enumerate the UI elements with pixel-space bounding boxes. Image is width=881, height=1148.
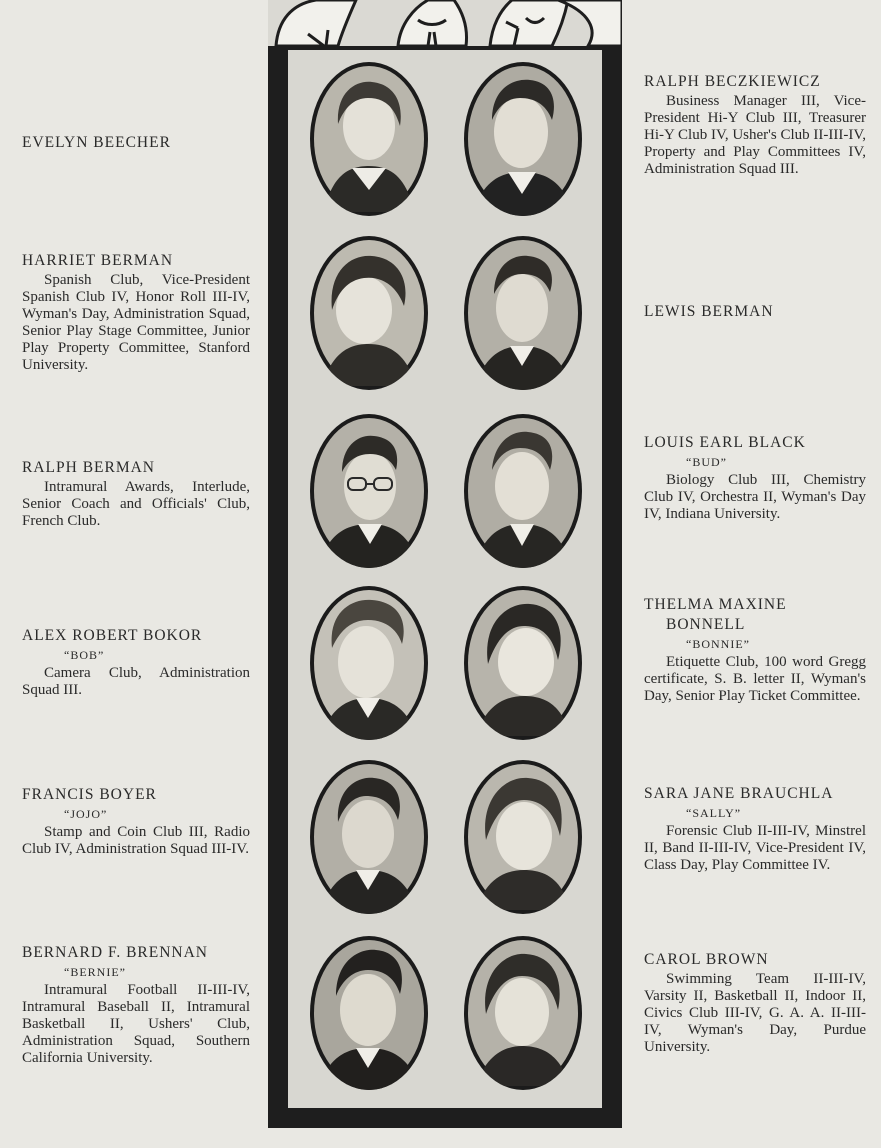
entry-thelma-maxine-bonnell xyxy=(644,595,866,705)
entry-evelyn-beecher xyxy=(22,133,250,153)
student-nickname: “BOB” xyxy=(64,648,105,662)
student-activities: Forensic Club II-III-IV, Minstrel II, Band II-III-IV, Vice-President IV, Class Day, Play Committee IV. xyxy=(644,823,866,873)
student-name: RALPH BERMAN xyxy=(22,459,156,476)
student-name: FRANCIS BOYER xyxy=(22,786,157,803)
student-nickname: “JOJO” xyxy=(64,807,108,821)
entry-sara-jane-brauchla xyxy=(644,784,866,874)
student-name: EVELYN BEECHER xyxy=(22,134,171,151)
student-nickname: “BUD” xyxy=(686,455,727,469)
photo-strip-panel xyxy=(288,50,602,1108)
student-name: RALPH BECZKIEWICZ xyxy=(644,73,821,90)
student-activities: Biology Club III, Chemistry Club IV, Orchestra II, Wyman's Day IV, Indiana University. xyxy=(644,472,866,522)
photo-strip xyxy=(268,0,622,1128)
portrait-bernard-f-brennan xyxy=(310,936,428,1090)
entry-ralph-berman xyxy=(22,458,250,530)
entry-harriet-berman xyxy=(22,251,250,374)
student-activities: Intramural Football II-III-IV, Intramural Baseball II, Intramural Basketball II, Ushers' Club, Administration Squad, Southern California University. xyxy=(22,982,250,1066)
portrait-thelma-maxine-bonnell xyxy=(464,586,582,740)
portrait-ralph-berman xyxy=(310,414,428,568)
entry-francis-boyer xyxy=(22,785,250,858)
student-activities: Swimming Team II-III-IV, Varsity II, Basketball II, Indoor II, Civics Club III-IV, G. A. A. II-III-IV, Wyman's Day, Purdue University. xyxy=(644,971,866,1055)
student-name: CAROL BROWN xyxy=(644,951,769,968)
portrait-evelyn-beecher xyxy=(310,62,428,216)
portrait-sara-jane-brauchla xyxy=(464,760,582,914)
student-activities: Camera Club, Administration Squad III. xyxy=(22,665,250,698)
student-name: LEWIS BERMAN xyxy=(644,303,774,320)
student-name: ALEX ROBERT BOKOR xyxy=(22,627,203,644)
entry-lewis-berman xyxy=(644,302,866,322)
portrait-alex-robert-bokor xyxy=(310,586,428,740)
portrait-lewis-berman xyxy=(464,236,582,390)
student-activities: Business Manager III, Vice-President Hi-Y Club III, Treasurer Hi-Y Club IV, Usher's Club II-III-IV, Property and Play Committees IV, Administration Squad III. xyxy=(644,93,866,177)
student-nickname: “BONNIE” xyxy=(686,637,750,651)
student-name: LOUIS EARL BLACK xyxy=(644,434,806,451)
strip-header-illustration xyxy=(268,0,622,50)
student-name-line2: BONNELL xyxy=(666,616,746,633)
student-activities: Stamp and Coin Club III, Radio Club IV, Administration Squad III-IV. xyxy=(22,824,250,857)
entry-louis-earl-black xyxy=(644,433,866,523)
student-activities: Intramural Awards, Interlude, Senior Coach and Officials' Club, French Club. xyxy=(22,479,250,529)
portrait-harriet-berman xyxy=(310,236,428,390)
portrait-carol-brown xyxy=(464,936,582,1090)
student-nickname: “BERNIE” xyxy=(64,965,126,979)
entry-bernard-f-brennan xyxy=(22,943,250,1067)
student-name: THELMA MAXINE xyxy=(644,596,787,613)
portrait-ralph-beczkiewicz xyxy=(464,62,582,216)
entry-carol-brown xyxy=(644,950,866,1056)
student-name: HARRIET BERMAN xyxy=(22,252,174,269)
student-activities: Etiquette Club, 100 word Gregg certificate, S. B. letter II, Wyman's Day, Senior Play Ticket Committee. xyxy=(644,654,866,704)
portrait-louis-earl-black xyxy=(464,414,582,568)
portrait-francis-boyer xyxy=(310,760,428,914)
student-name: SARA JANE BRAUCHLA xyxy=(644,785,834,802)
student-nickname: “SALLY” xyxy=(686,806,742,820)
student-activities: Spanish Club, Vice-President Spanish Club IV, Honor Roll III-IV, Wyman's Day, Administration Squad, Senior Play Stage Committee, Junior Play Property Committee, Stanford University. xyxy=(22,272,250,373)
student-name: BERNARD F. BRENNAN xyxy=(22,944,208,961)
entry-alex-robert-bokor xyxy=(22,626,250,699)
entry-ralph-beczkiewicz xyxy=(644,72,866,178)
